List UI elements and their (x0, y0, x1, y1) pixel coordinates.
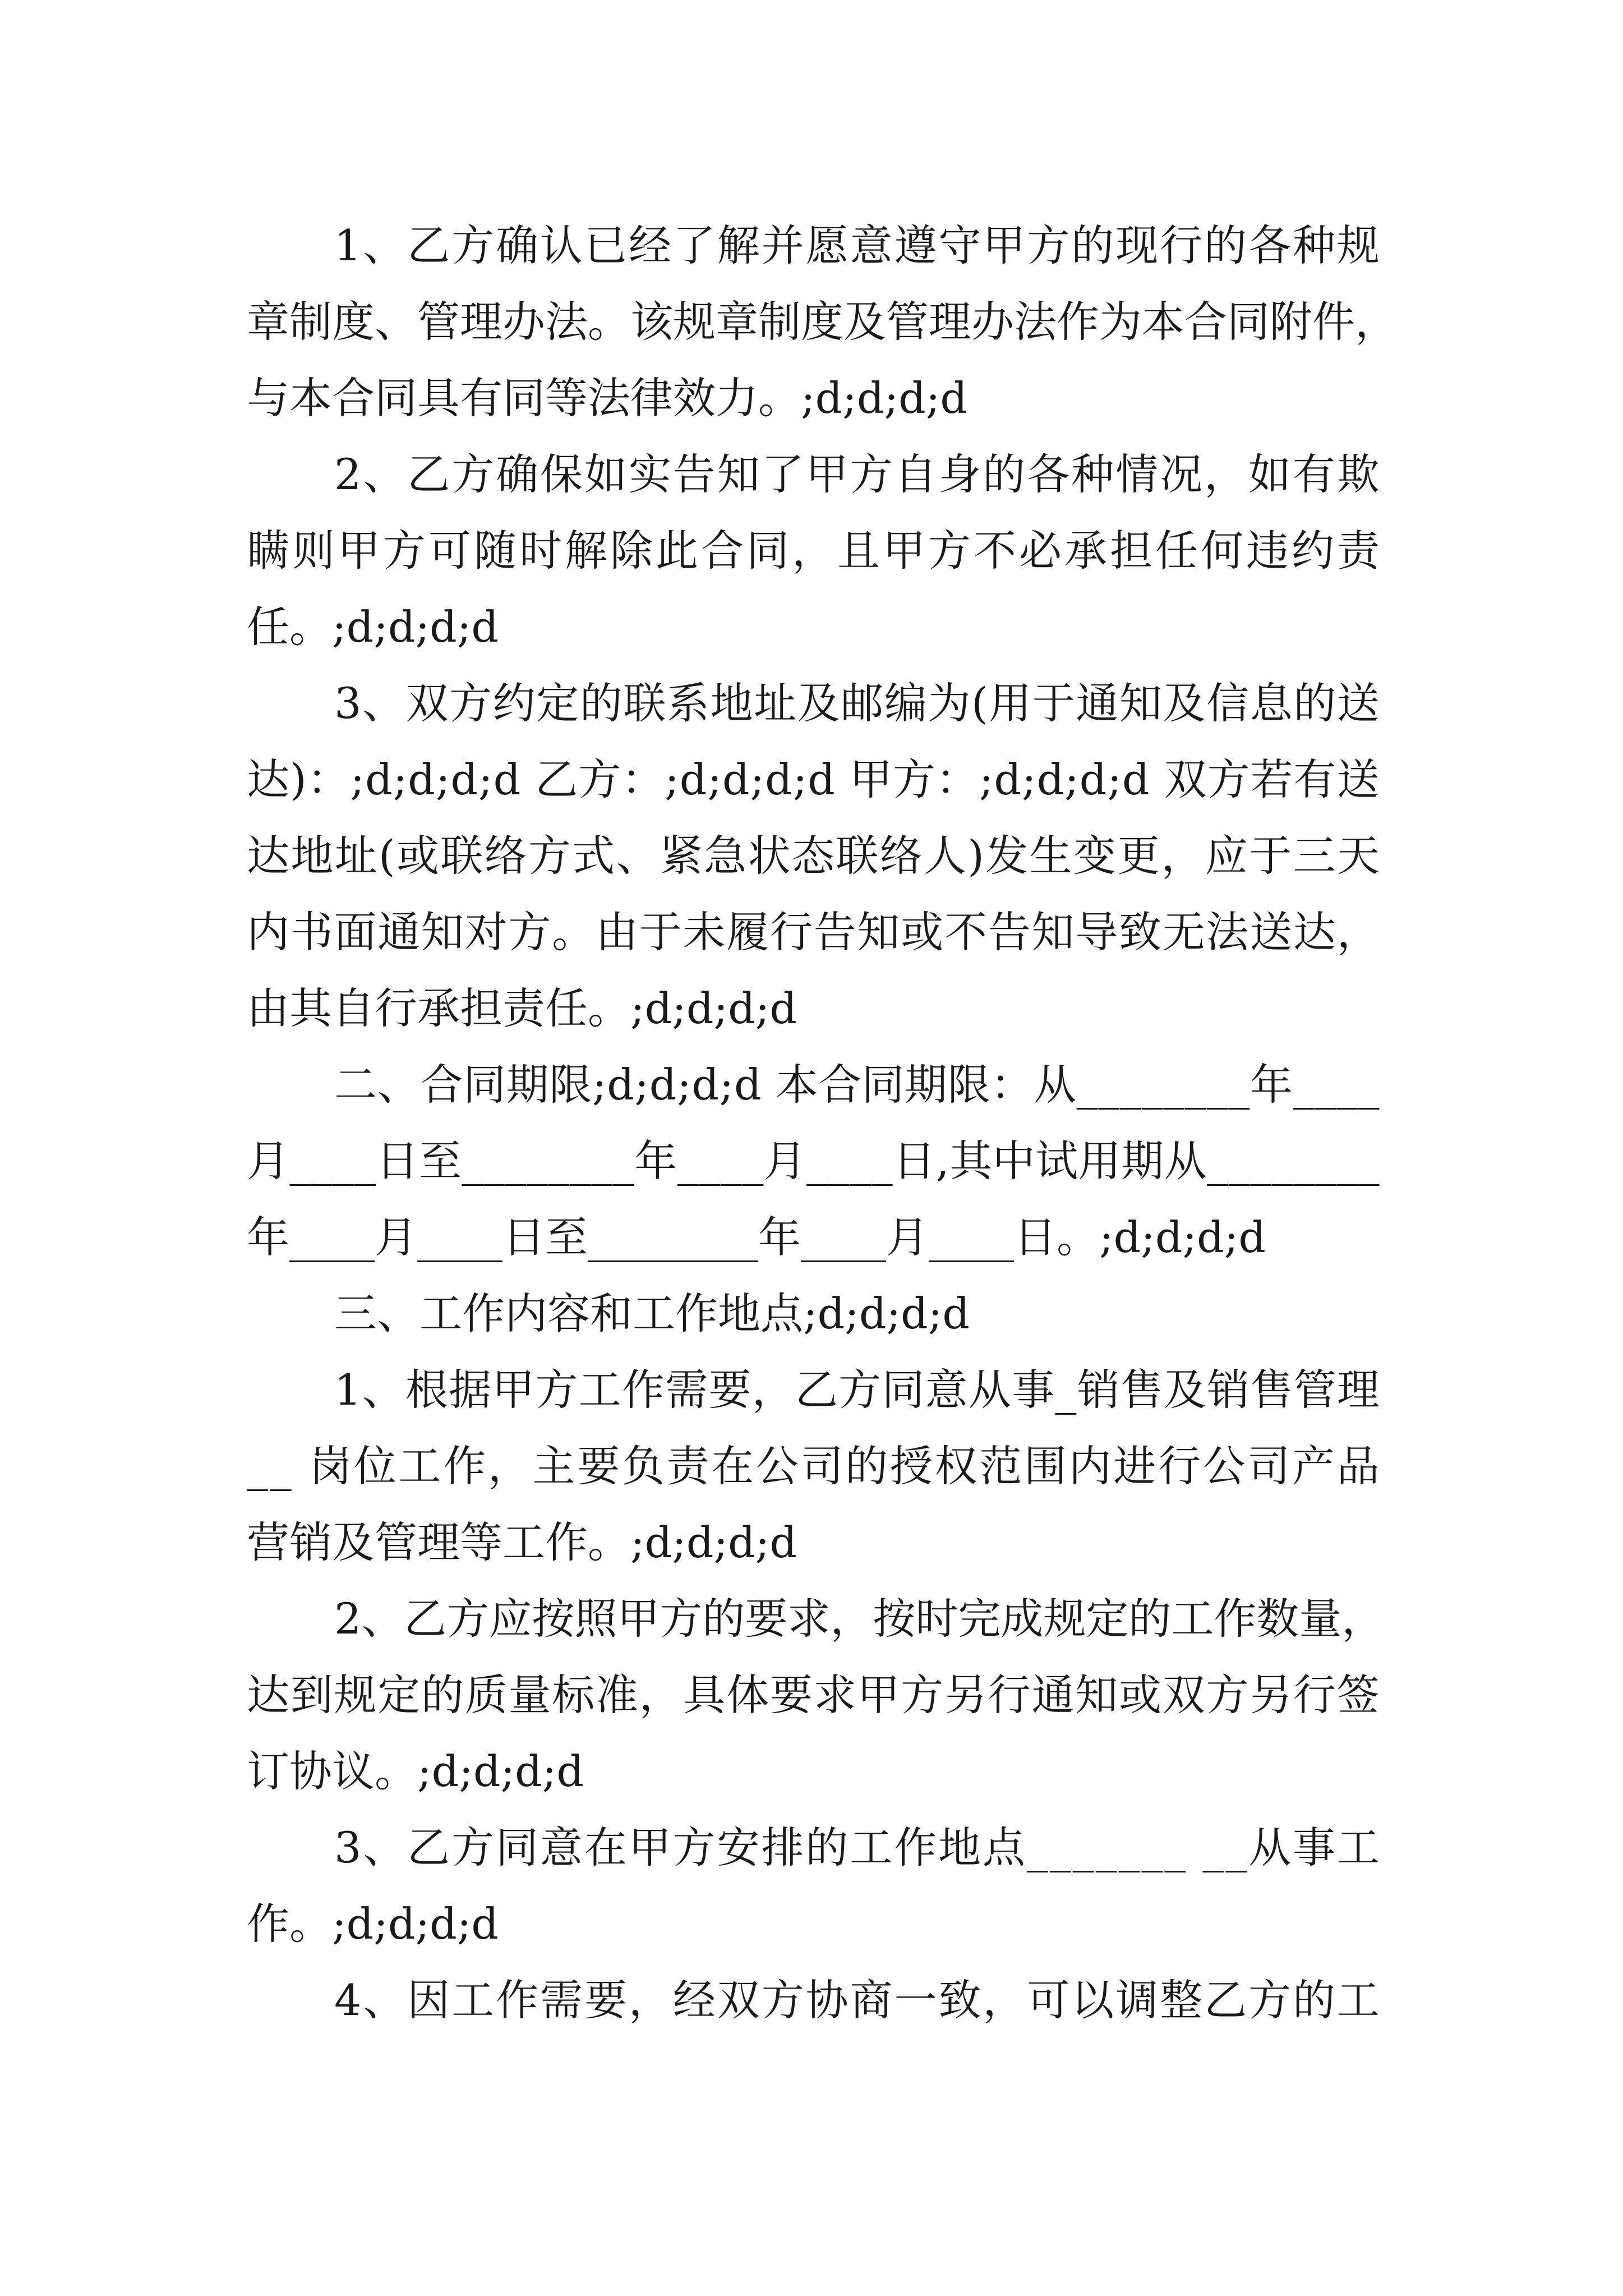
text-line: 3 、 乙 方 同 意 在 甲 方 安 排 的 工 作 地 点 _ _ _ _ _ _ _ _ _ 从 事 工 (334, 1823, 1380, 1872)
text-line: 任。;d;d;d;d (247, 602, 499, 652)
text-line: 二 、 合 同 期 限 ; d ; d ; d ; d 本 合 同 期 限 ： 从 _ _ _ _ _ _ _ _ 年 _ _ _ _ (334, 1060, 1380, 1110)
text-line: 订协议。;d;d;d;d (247, 1746, 584, 1796)
text-line: 月 _ _ _ _ 日 至 _ _ _ _ _ _ _ _ 年 _ _ _ _ 月 _ _ _ _ 日 , 其 中 试 用 期 从 _ _ _ _ _ _ _ _ (247, 1136, 1380, 1186)
text-line: 达 到 规 定 的 质 量 标 准 ， 具 体 要 求 甲 方 另 行 通 知 或 双 方 另 行 签 (247, 1670, 1380, 1720)
text-line: 2 、 乙 方 确 保 如 实 告 知 了 甲 方 自 身 的 各 种 情 况 ， 如 有 欺 (334, 449, 1380, 499)
text-line: 2 、 乙 方 应 按 照 甲 方 的 要 求 ， 按 时 完 成 规 定 的 工 作 数 量 ， (334, 1594, 1385, 1644)
text-line: 3 、 双 方 约 定 的 联 系 地 址 及 邮 编 为 ( 用 于 通 知 及 信 息 的 送 (334, 678, 1380, 728)
text-line: 4 、 因 工 作 需 要 ， 经 双 方 协 商 一 致 ， 可 以 调 整 乙 方 的 工 (334, 1975, 1380, 2025)
text-line: 营销及管理等工作。;d;d;d;d (247, 1517, 797, 1567)
text-line: 达 ) ： ; d ; d ; d ; d 乙 方 ： ; d ; d ; d ; d 甲 方 ： ; d ; d ; d ; d 双 方 若 有 送 (247, 754, 1380, 804)
text-line: 内 书 面 通 知 对 方 。 由 于 未 履 行 告 知 或 不 告 知 导 致 无 法 送 达 ， (247, 907, 1380, 957)
text-line: 年____月____日至________年____月____日。;d;d;d;d (247, 1212, 1266, 1262)
text-line: 作。;d;d;d;d (247, 1899, 499, 1949)
text-line: 三、工作内容和工作地点;d;d;d;d (334, 1289, 970, 1338)
text-line: 达 地 址 ( 或 联 络 方 式 、 紧 急 状 态 联 络 人 ) 发 生 变 更 ， 应 于 三 天 (247, 831, 1380, 881)
text-line: 1 、 乙 方 确 认 已 经 了 解 并 愿 意 遵 守 甲 方 的 现 行 的 各 种 规 (334, 220, 1380, 270)
text-line: 1 、 根 据 甲 方 工 作 需 要 ， 乙 方 同 意 从 事 _ 销 售 及 销 售 管 理 (334, 1365, 1380, 1415)
text-line: 章 制 度 、 管 理 办 法 。 该 规 章 制 度 及 管 理 办 法 作 为 本 合 同 附 件 ， (247, 297, 1398, 347)
text-line: 与本合同具有同等法律效力。;d;d;d;d (247, 373, 968, 423)
text-line: 瞒 则 甲 方 可 随 时 解 除 此 合 同 ， 且 甲 方 不 必 承 担 任 何 违 约 责 (247, 526, 1380, 576)
text-line: 由其自行承担责任。;d;d;d;d (247, 983, 797, 1033)
document-body (247, 208, 1398, 2039)
text-line: _ _ 岗 位 工 作 ， 主 要 负 责 在 公 司 的 授 权 范 围 内 进 行 公 司 产 品 (247, 1441, 1380, 1491)
